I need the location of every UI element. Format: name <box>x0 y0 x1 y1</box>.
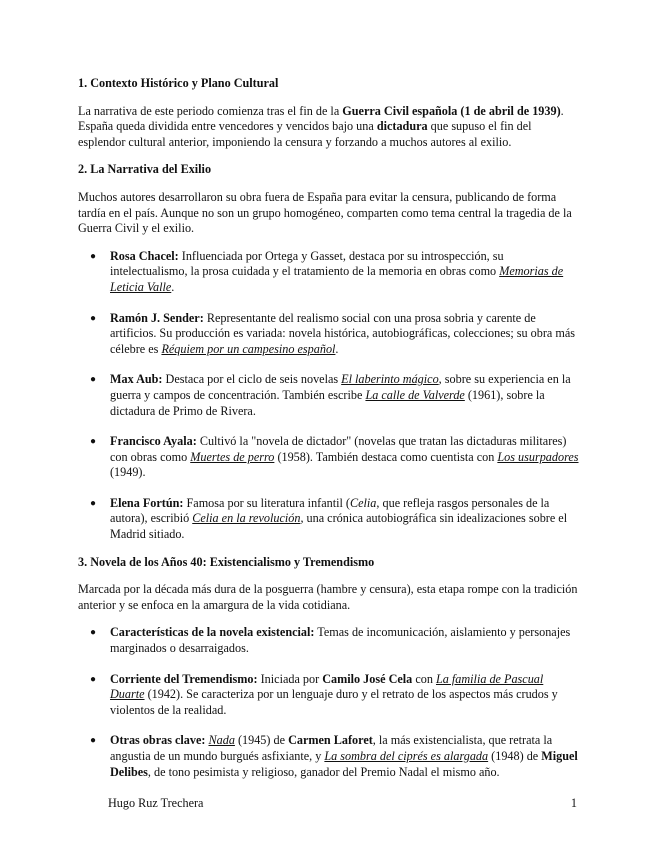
text: . <box>171 279 175 294</box>
section-3-intro: Marcada por la década más dura de la posguerra (hambre y censura), esta etapa rompe con la tradición anterior y se enfoca en la amargura de la vida cotidiana. <box>78 582 578 612</box>
text: Destaca por el ciclo de seis novelas <box>162 372 342 387</box>
text: Iniciada por <box>257 671 323 686</box>
bullet-icon: ● <box>90 436 97 448</box>
section-2-intro: Muchos autores desarrollaron su obra fuera de España para evitar la censura, publicando de forma tardía en el país. Aunque no son un grupo homogéneo, comparten como tema central la tragedia de la Guerra Civil y el exilio. <box>78 189 572 236</box>
text: (1942). Se caracteriza por un lenguaje duro y el retrato de los aspectos más crudos y violentos de la realidad. <box>110 687 558 717</box>
item-label: Características de la novela existencial: <box>110 625 315 640</box>
bullet-icon: ● <box>90 374 97 386</box>
section-heading-1: 1. Contexto Histórico y Plano Cultural <box>78 76 279 90</box>
bold-text: dictadura <box>376 119 428 134</box>
work-link[interactable]: El laberinto mágico <box>341 372 439 387</box>
section-1-paragraph <box>78 104 580 151</box>
bullet-icon: ● <box>90 627 97 639</box>
text: , de tono pesimista y religioso, ganador del Premio Nadal el mismo año. <box>147 764 500 779</box>
text: (1958). También destaca como cuentista con <box>274 449 498 464</box>
text: (1945) de <box>234 733 289 748</box>
list-item <box>78 625 580 656</box>
text: Temas de incomunicación, aislamiento y personajes marginados o desarraigados. <box>110 625 571 656</box>
text: Cultivó la "novela de dictador" (novelas que tratan las dictaduras militares) con obras como <box>110 434 567 464</box>
author-name: Elena Fortún: <box>110 495 184 510</box>
text: (1961), sobre la dictadura de Primo de Rivera. <box>110 387 545 418</box>
text: , la más existencialista, que retrata la angustia de un mundo burgués asfixiante, y <box>110 733 553 763</box>
text: , que refleja rasgos personales de la autora), escribió <box>110 495 550 526</box>
footer-author: Hugo Ruz Trechera <box>108 796 204 810</box>
bullet-icon: ● <box>90 673 97 685</box>
author-name: Miguel Delibes <box>110 749 578 779</box>
text: , sobre su experiencia en la guerra y campos de concentración. También escribe <box>110 372 571 402</box>
bullet-icon: ● <box>90 312 97 324</box>
list-item <box>78 434 580 481</box>
bullet-icon: ● <box>90 250 97 262</box>
bullet-icon: ● <box>90 735 97 747</box>
work-link[interactable]: La familia de Pascual Duarte <box>110 671 544 702</box>
list-item <box>78 249 580 296</box>
item-label: Corriente del Tremendismo: <box>110 671 258 686</box>
text: Famosa por su literatura infantil ( <box>183 495 350 510</box>
italic-title: Celia <box>350 495 377 510</box>
work-link[interactable]: La sombra del ciprés es alargada <box>324 749 489 763</box>
author-name: Ramón J. Sender: <box>110 310 204 325</box>
list-item <box>78 672 580 719</box>
text: Influenciada por Ortega y Gasset, destaca por su introspección, su intelectualismo, la prosa cuidada y el tratamiento de la memoria en obras como <box>110 248 504 279</box>
text: La narrativa de este periodo comienza tras el fin de la <box>78 103 343 118</box>
item-label: Otras obras clave: <box>110 733 206 748</box>
bullet-icon: ● <box>90 497 97 509</box>
bold-text: Guerra Civil española (1 de abril de 1939) <box>342 103 561 118</box>
author-name: Rosa Chacel: <box>110 248 179 263</box>
work-link[interactable]: Celia en la revolución <box>192 511 301 526</box>
list-item <box>78 496 580 543</box>
work-link[interactable]: Los usurpadores <box>497 449 579 464</box>
text: . <box>335 341 339 356</box>
work-link[interactable]: Nada <box>208 733 235 748</box>
text: (1949). <box>110 465 146 480</box>
author-name: Camilo José Cela <box>322 671 413 686</box>
page-number: 1 <box>570 796 577 810</box>
text: Representante del realismo social con una prosa sobria y carente de artificios. Su producción es variada: novela histórica, autobiográficas, colecciones; su obra más célebre es <box>110 310 575 356</box>
page-footer <box>108 796 577 811</box>
section-heading-2: 2. La Narrativa del Exilio <box>78 162 212 177</box>
list-item <box>78 372 580 419</box>
work-link[interactable]: La calle de Valverde <box>365 387 465 402</box>
work-link[interactable]: Memorias de Leticia Valle <box>110 264 564 294</box>
author-name: Francisco Ayala: <box>110 434 197 449</box>
author-name: Max Aub: <box>110 372 163 387</box>
list-item <box>78 311 580 358</box>
text: con <box>412 671 436 686</box>
text: (1948) de <box>488 749 542 763</box>
forties-novel-list <box>78 625 580 780</box>
text: que supuso el fin del esplendor cultural anterior, imponiendo la censura y forzando a muchos autores al exilio. <box>78 119 532 149</box>
document-body <box>78 76 580 792</box>
exile-authors-list <box>78 249 580 543</box>
work-link[interactable]: Muertes de perro <box>190 449 275 464</box>
text: , una crónica autobiográfica sin idealizaciones sobre el Madrid sitiado. <box>110 511 568 542</box>
author-name: Carmen Laforet <box>288 733 373 748</box>
text: . España queda dividida entre vencedores y vencidos bajo una <box>78 103 564 134</box>
section-heading-3: 3. Novela de los Años 40: Existencialismo y Tremendismo <box>78 554 375 569</box>
list-item <box>78 733 580 780</box>
work-link[interactable]: Réquiem por un campesino español <box>161 341 336 356</box>
